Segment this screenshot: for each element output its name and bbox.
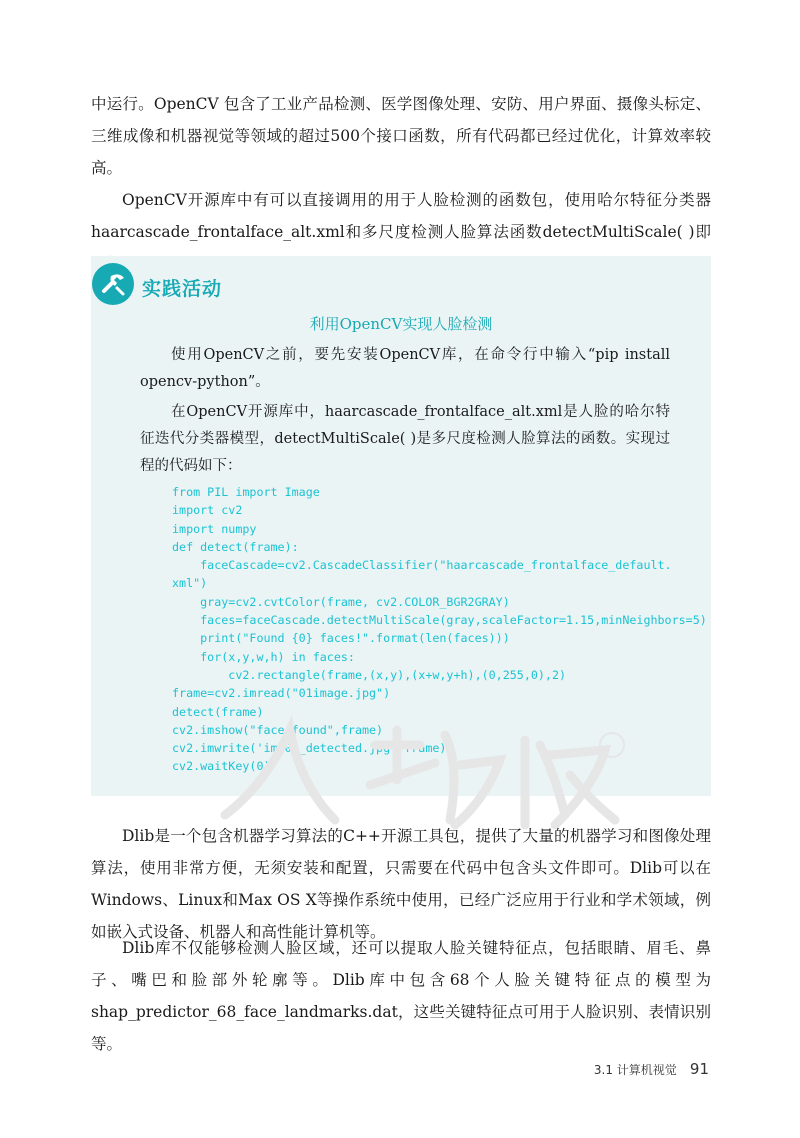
activity-install-text: 使用OpenCV之前，要先安装OpenCV库，在命令行中输入“pip install opencv-python”。: [140, 347, 670, 390]
tools-icon: [91, 262, 135, 306]
code-block: from PIL import Image import cv2 import numpy def detect(frame): faceCascade=cv2.CascadeClassifier("haarcascade_frontalface_default. xml") gray=cv2.cvtColor(frame, cv2.COLOR_BGR2GRAY) faces=faceCascade.detectMultiScale(gray,scaleFactor=1.15,minNeighbors=5) print("Found {0} faces!".format(len(faces))) for(x,y,w,h) in faces: cv2.rectangle(frame,(x,y),(x+w,y+h),(0,255,0),2) frame=cv2.imread("01image.jpg") detect(frame) cv2.imshow("face found",frame) cv2.imwrite('img01_detected.jpg',frame) cv2.waitKey(0): [172, 485, 707, 774]
page-number: 91: [689, 1060, 709, 1078]
paragraph-opencv-intro: 中运行。OpenCV 包含了工业产品检测、医学图像处理、安防、用户界面、摄像头标定、三维成像和机器视觉等领域的超过500个接口函数，所有代码都已经过优化，计算效率较高。: [91, 95, 711, 177]
watermark-logo: [205, 715, 635, 835]
footer-section: 3.1 计算机视觉: [593, 1063, 677, 1077]
paragraph-dlib-intro: Dlib是一个包含机器学习算法的C++开源工具包，提供了大量的机器学习和图像处理算法，使用非常方便，无须安装和配置，只需要在代码中包含头文件即可。Dlib可以在Windows、Linux和Max OS X等操作系统中使用，已经广泛应用于行业和学术领域，例如嵌入式设备、机器人和高性能计算机等。: [91, 827, 711, 941]
paragraph-dlib-landmarks: Dlib库不仅能够检测人脸区域，还可以提取人脸关键特征点，包括眼睛、眉毛、鼻子、嘴巴和脸部外轮廓等。Dlib库中包含68个人脸关键特征点的模型为shap_predictor_68_face_landmarks.dat，这些关键特征点可用于人脸识别、表情识别等。: [91, 939, 711, 1053]
page-footer: [594, 1059, 709, 1078]
activity-description-text: 在OpenCV开源库中，haarcascade_frontalface_alt.xml是人脸的哈尔特征迭代分类器模型，detectMultiScale( )是多尺度检测人脸算法的函数。实现过程的代码如下：: [140, 404, 670, 474]
activity-label: 实践活动: [142, 278, 223, 300]
paragraph-opencv-face-detection: OpenCV开源库中有可以直接调用的用于人脸检测的函数包，使用哈尔特征分类器haarcascade_frontalface_alt.xml和多尺度检测人脸算法函数detectMultiScale( )即: [91, 191, 711, 241]
activity-title: 利用OpenCV实现人脸检测: [309, 315, 493, 333]
